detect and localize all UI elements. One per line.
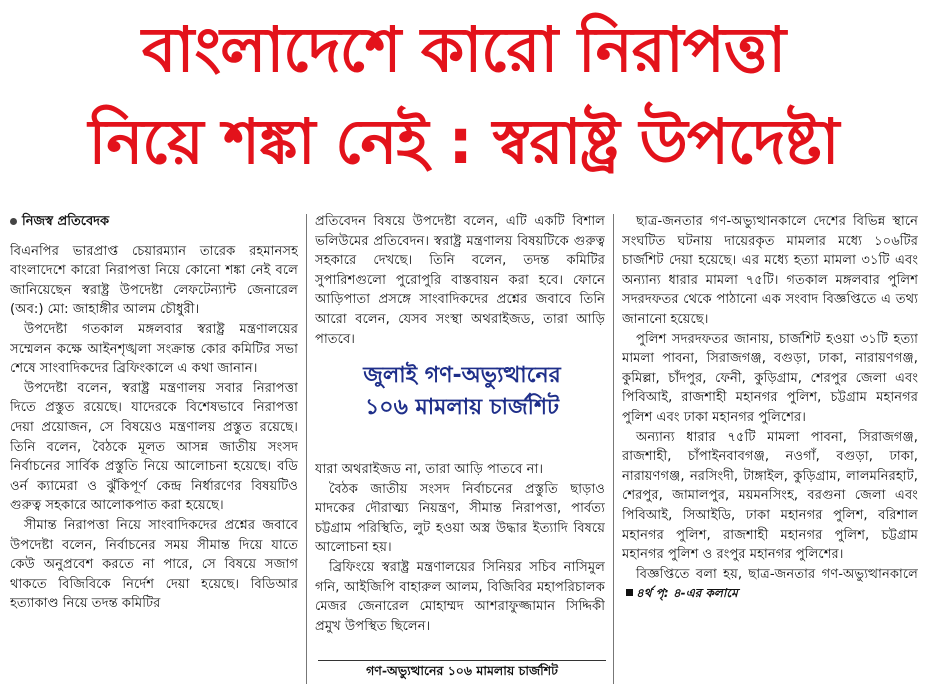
paragraph: সীমান্ত নিরাপত্তা নিয়ে সাংবাদিকদের প্রশ্নের জবাবে উপদেষ্টা বলেন, নির্বাচনের সময় সীমান্ত দিয়ে যাতে কেউ অনুপ্রবেশ করতে না পারে, সে বিষয়ে সজাগ থাকতে বিজিবিকে নির্দেশ দেয়া হয়েছে। বিডিআর হত্যাকাণ্ড নিয়ে তদন্ত কমিটির	[10, 517, 298, 612]
paragraph: ছাত্র-জনতার গণ-অভ্যুত্থানকালে দেশের বিভিন্ন স্থানে সংঘটিত ঘটনায় দায়েরকৃত মামলার মধ্যে ১০৬টির চার্জশিট দেয়া হয়েছে। এর মধ্যে হত্যা মামলা ৩১টি এবং অন্যান্য ধারার মামলা ৭৫টি। গতকাল মঙ্গলবার পুলিশ সদরদফতর থেকে পাঠানো এক সংবাদ বিজ্ঞপ্তিতে এ তথ্য জানানো হয়েছে।	[622, 214, 918, 327]
paragraph: ব্রিফিংয়ে স্বরাষ্ট্র মন্ত্রণালয়ের সিনিয়র সচিব নাসিমুল গনি, আইজিপি বাহারুল আলম, বিজিবির মহাপরিচালক মেজর জেনারেল মোহাম্মদ আশরাফুজ্জামান সিদ্দিকী প্রমুখ উপস্থিত ছিলেন।	[315, 559, 605, 634]
paragraph: যারা অথরাইজড না, তারা আড়ি পাতবে না।	[315, 462, 544, 477]
subheadline-line-2: ১০৬ মামলায় চার্জশিট	[365, 395, 559, 420]
byline-text: নিজস্ব প্রতিবেদক	[22, 214, 110, 229]
column-divider	[613, 214, 614, 684]
headline-line-1: বাংলাদেশে কারো নিরাপত্তা	[141, 13, 786, 86]
paragraph: অন্যান্য ধারার ৭৫টি মামলা পাবনা, সিরাজগঞ্জ, রাজশাহী, চাঁপাইনবাবগঞ্জ, নওগাঁ, বগুড়া, ঢাকা, নারায়ণগঞ্জ, নরসিংদী, টাঙ্গাইল, কুড়িগ্রাম, লালমনিরহাট, শেরপুর, জামালপুর, ময়মনসিংহ, বরগুনা জেলা এবং পিবিআই, সিআইডি, ঢাকা মহানগর পুলিশ, বরিশাল মহানগর পুলিশ, রাজশাহী মহানগর পুলিশ, চট্টগ্রাম মহানগর পুলিশ ও রংপুর মহানগর পুলিশের।	[622, 429, 918, 563]
paragraph	[622, 565, 918, 604]
paragraph: উপদেষ্টা বলেন, স্বরাষ্ট্র মন্ত্রণালয় সবার নিরাপত্তা দিতে প্রস্তুত রয়েছে। যাদেরকে বিশেষভাবে নিরাপত্তা দেয়া প্রয়োজন, সে বিষয়েও মন্ত্রণালয় প্রস্তুত রয়েছে। তিনি বলেন, বৈঠকে মূলত আসন্ন জাতীয় সংসদ নির্বাচনের সার্বিক প্রস্তুতি নিয়ে আলোচনা হয়েছে। বডি ওর্ন ক্যামেরা ও ঝুঁকিপূর্ণ কেন্দ্র নির্ধারণের বিষয়টিও গুরুত্ব সহকারে আলোকপাত করা হয়েছে।	[10, 380, 298, 514]
continuation-marker-icon	[626, 589, 633, 596]
column-2-lower	[315, 460, 605, 660]
paragraph: বিএনপির ভারপ্রাপ্ত চেয়ারম্যান তারেক রহমানসহ বাংলাদেশে কারো নিরাপত্তা নিয়ে কোনো শঙ্কা নেই বলে জানিয়েছেন স্বরাষ্ট্র উপদেষ্টা লেফটেন্যান্ট জেনারেল (অব:) মো: জাহাঙ্গীর আলম চৌধুরী।	[10, 243, 298, 318]
headline-line-2: নিয়ে শঙ্কা নেই : স্বরাষ্ট্র উপদেষ্টা	[88, 105, 839, 178]
related-story-caption: গণ-অভ্যুত্থানের ১০৬ মামলায় চার্জশিট	[318, 660, 606, 681]
column-3	[622, 212, 918, 688]
bullet-icon	[10, 218, 17, 225]
subheadline-line-1: জুলাই গণ-অভ্যুত্থানের	[363, 363, 561, 388]
subheadline	[318, 360, 606, 452]
paragraph: বৈঠক জাতীয় সংসদ নির্বাচনের প্রস্তুতি ছাড়াও মাদকের দৌরাত্ম্য নিয়ন্ত্রণ, সীমান্ত নিরাপত্তা, পার্বত্য চট্টগ্রাম পরিস্থিতি, লুট হওয়া অস্ত্র উদ্ধার ইত্যাদি বিষয়ে আলোচনা হয়।	[315, 481, 605, 556]
paragraph: পুলিশ সদরদফতর জানায়, চার্জশিট হওয়া ৩১টি হত্যা মামলা পাবনা, সিরাজগঞ্জ, বগুড়া, ঢাকা, নারায়ণগঞ্জ, কুমিল্লা, চাঁদপুর, ফেনী, কুড়িগ্রাম, শেরপুর জেলা এবং পিবিআই, রাজশাহী মহানগর পুলিশ, চট্টগ্রাম মহানগর পুলিশ এবং ঢাকা মহানগর পুলিশের।	[622, 331, 918, 425]
headline	[0, 4, 927, 188]
continuation-link[interactable]: ৪র্থ পৃ: ৪-এর কলামে	[636, 586, 738, 601]
column-divider	[306, 214, 307, 684]
byline	[10, 212, 298, 232]
paragraph: উপদেষ্টা গতকাল মঙ্গলবার স্বরাষ্ট্র মন্ত্রণালয়ের সম্মেলন কক্ষে আইনশৃঙ্খলা সংক্রান্ত কোর কমিটির সভা শেষে সাংবাদিকদের ব্রিফিংকালে এ কথা জানান।	[10, 321, 298, 377]
column-1	[10, 212, 298, 688]
paragraph-text: বিজ্ঞপ্তিতে বলা হয়, ছাত্র-জনতার গণ-অভ্যুত্থানকালে	[636, 566, 918, 582]
paragraph: প্রতিবেদন বিষয়ে উপদেষ্টা বলেন, এটি একটি বিশাল ভলিউমের প্রতিবেদন। স্বরাষ্ট্র মন্ত্রণালয় বিষয়টিকে গুরুত্ব সহকারে দেখছে। তিনি বলেন, তদন্ত কমিটির সুপারিশগুলো পুরোপুরি বাস্তবায়ন করা হবে। ফোনে আড়িপাতা প্রসঙ্গে সাংবাদিকদের প্রশ্নের জবাবে তিনি আরো বলেন, যেসব সংস্থা অথরাইজড, তারা আড়ি পাতবে।	[315, 214, 605, 347]
